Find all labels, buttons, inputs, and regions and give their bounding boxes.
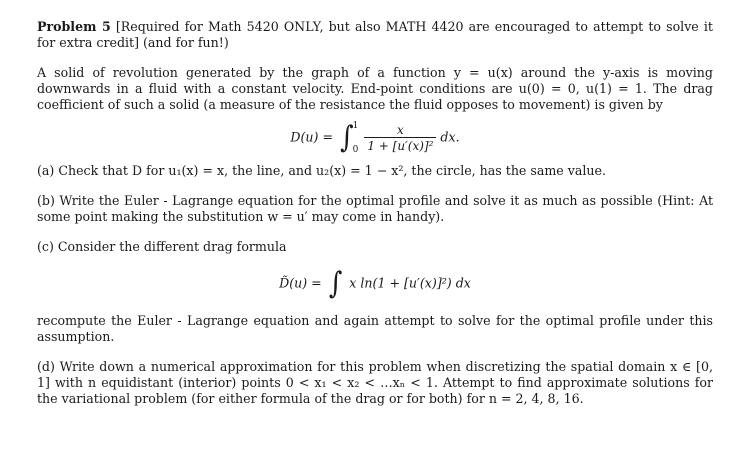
problem-intro: [Required for Math 5420 ONLY, but also MATH 4420 are encouraged to attempt to solve it for extra credit] (and for fun!) [37,19,713,50]
problem-paragraph: A solid of revolution generated by the graph of a function y = u(x) around the y-axis is moving downwards in a fluid with a constant velocity. End-point conditions are u(0) = 0, u(1) = 1. The drag coefficient of such a solid (a measure of the resistance the fluid opposes to movement) is given by [37,65,713,112]
equation2-lhs: D̃(u) = [279,275,322,291]
differential: dx. [440,129,460,145]
problem-title: Problem 5 [37,19,111,34]
drag-equation [37,121,713,155]
part-c: (c) Consider the different drag formula [37,239,287,254]
alt-drag-equation [37,266,713,302]
equation2-integrand: x ln(1 + [u′(x)]²) dx [349,275,471,291]
part-d: (d) Write down a numerical approximation for this problem when discretizing the spatial domain x ∈ [0, 1] with n equidistant (interior) points 0 < x₁ < x₂ < …xₙ < 1. Attempt to find approximate solutions for the variational problem (for either formula of the drag or for both) for n = 2, 4, 8, 16. [37,359,713,406]
integral-sign-2: ∫ [328,266,343,302]
integral-sign: ∫ [340,120,354,156]
part-b: (b) Write the Euler - Lagrange equation for the optimal profile and solve it as much as possible (Hint: At some point making the substitution w = u′ may come in handy). [37,193,713,224]
integrand-fraction [364,123,436,153]
lower-limit: 0 [352,145,359,155]
equation-lhs: D(u) = [290,129,333,145]
numerator: x [396,123,404,137]
problem-header [37,19,713,51]
upper-limit: 1 [352,121,359,131]
recompute-text: recompute the Euler - Lagrange equation and again attempt to solve for the optimal profile under this assumption. [37,313,713,344]
denominator: 1 + [u′(x)]² [364,137,436,153]
problem-document [37,19,713,407]
part-a: (a) Check that D for u₁(x) = x, the line, and u₂(x) = 1 − x², the circle, has the same value. [37,163,606,178]
